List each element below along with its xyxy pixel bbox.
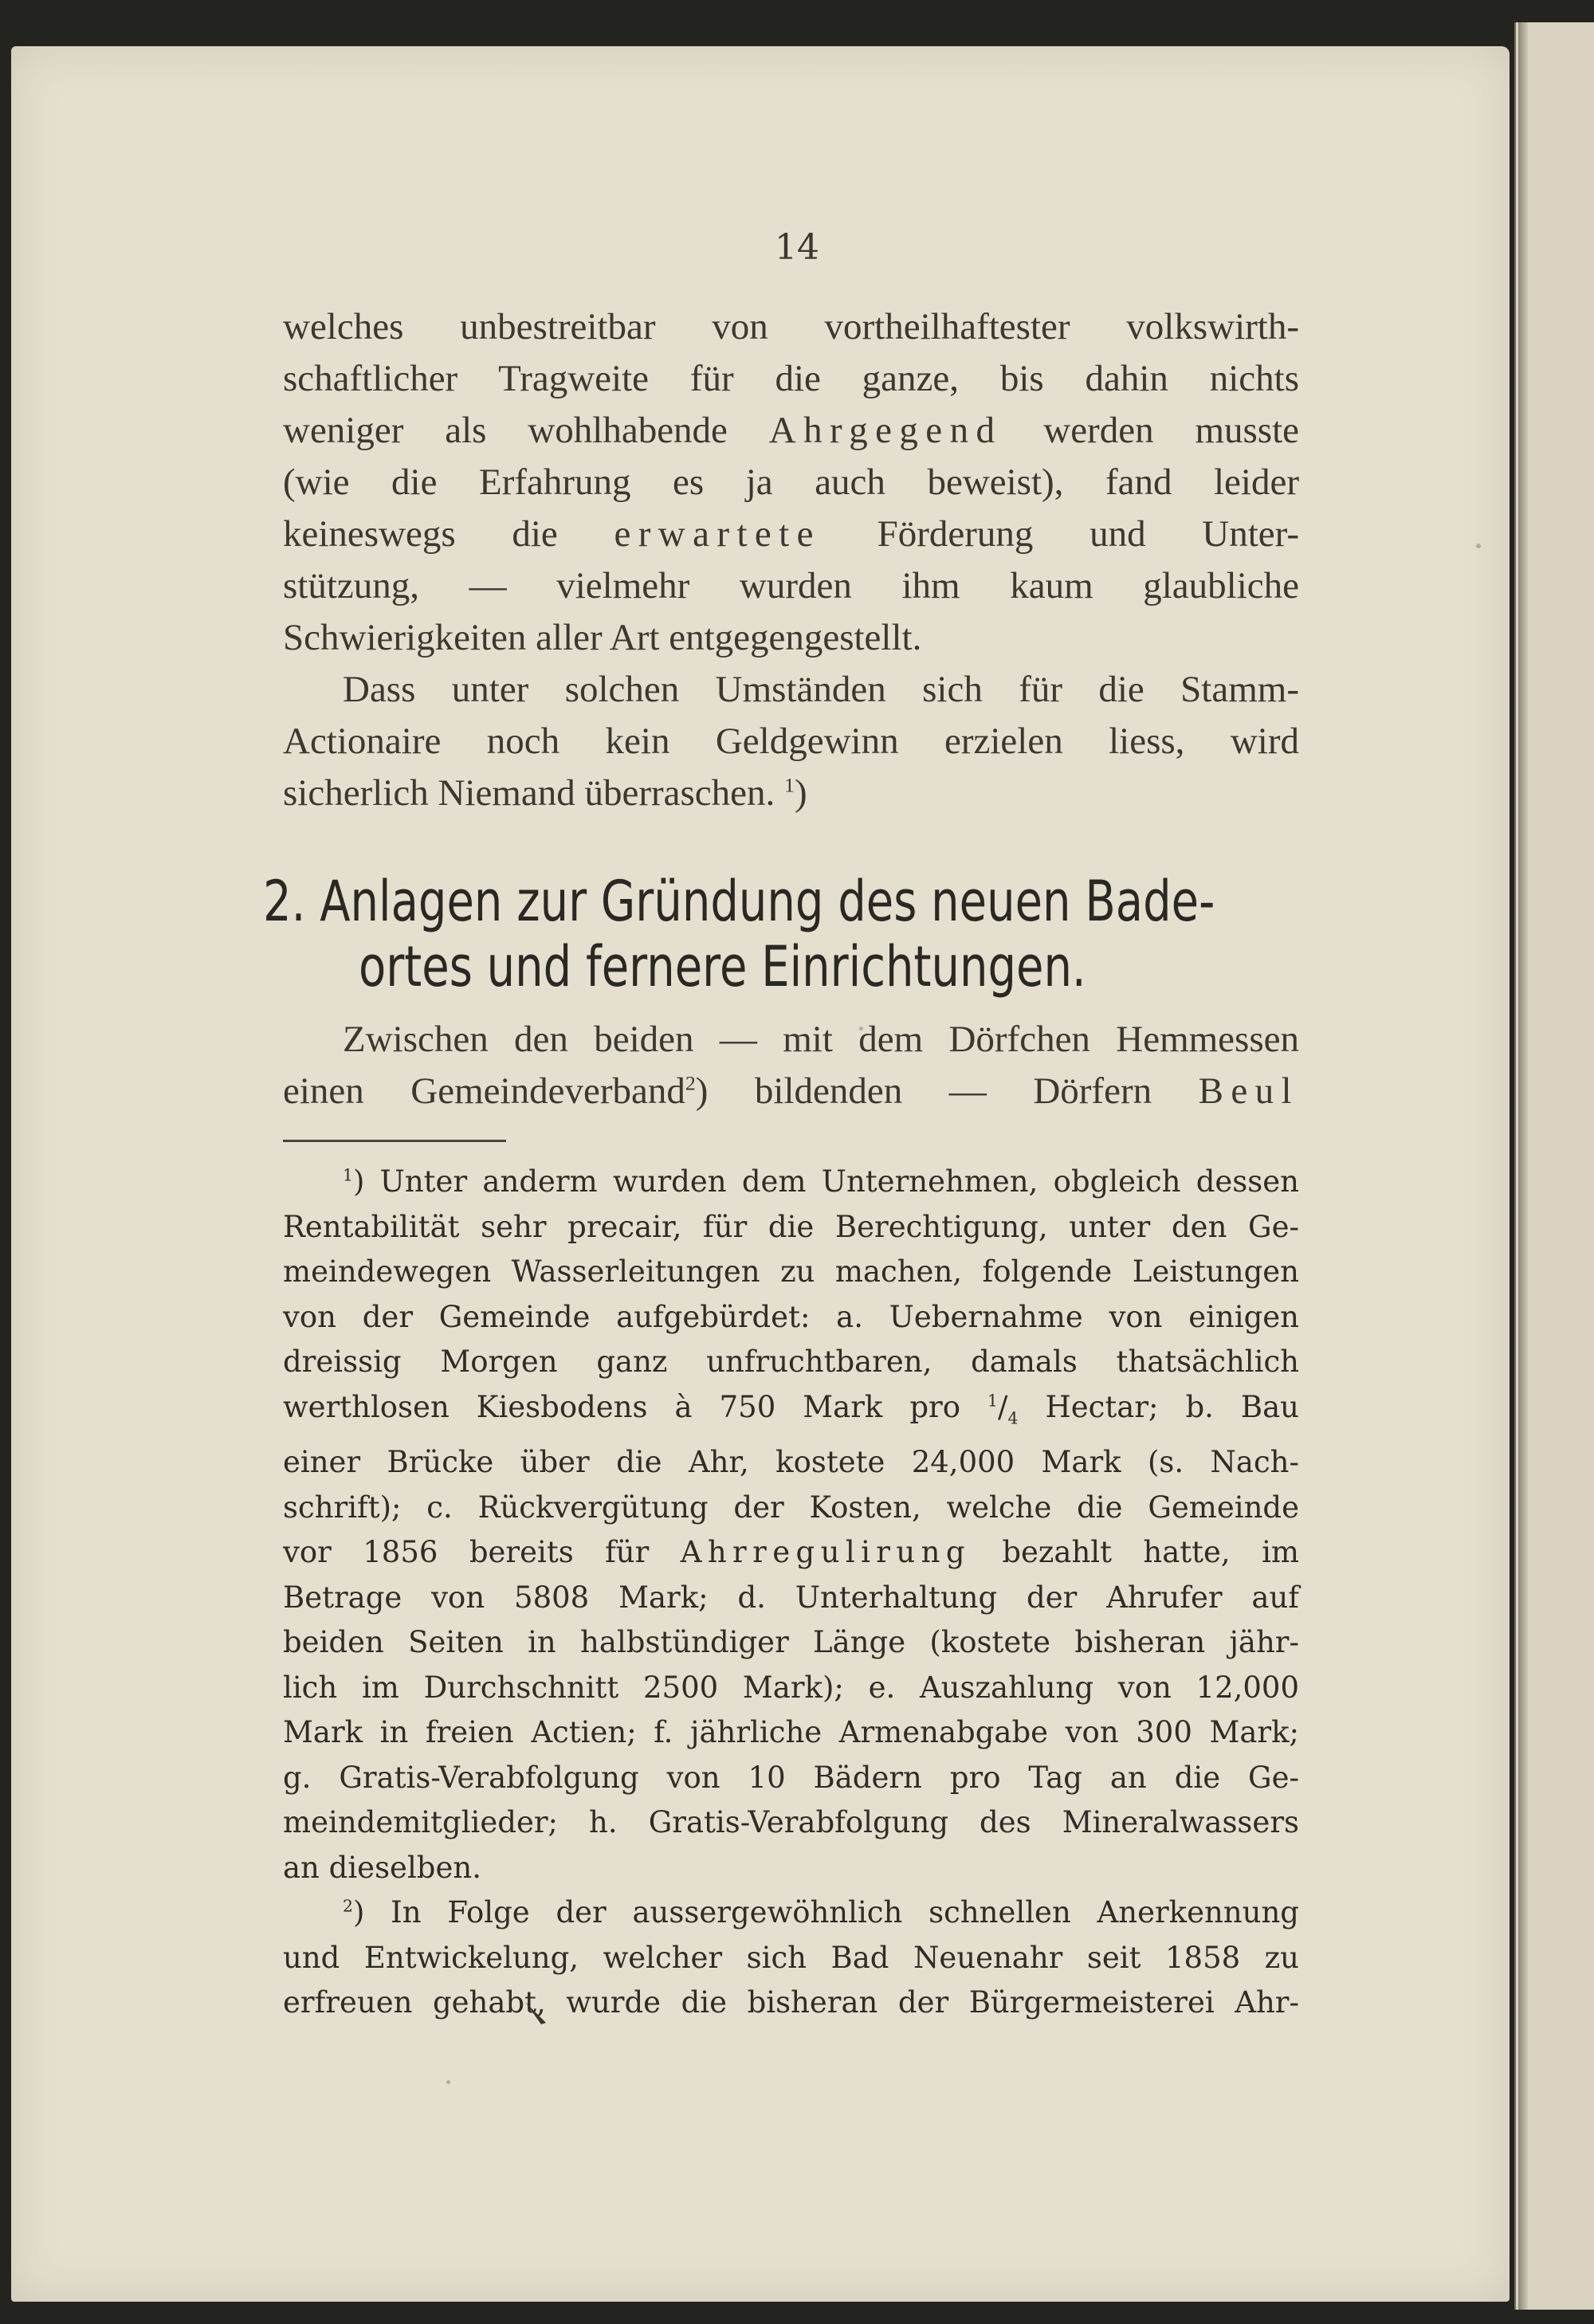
footnote-line: Mark in freien Actien; f. jährliche Armenabgabe von 300 Mark;: [283, 1715, 1299, 1750]
section-text-block: [283, 1014, 1299, 1117]
footnote-line: meindewegen Wasserleitungen zu machen, folgende Leistungen: [283, 1254, 1299, 1289]
paper-speck: [859, 1027, 863, 1030]
text-line: Schwierigkeiten aller Art entgegengestellt.: [283, 617, 922, 658]
text-line: welches unbestreitbar von vortheilhaftester volkswirth-: [283, 306, 1299, 347]
text-line: (wie die Erfahrung es ja auch beweist), fand leider: [283, 461, 1299, 503]
footnote-line: erfreuen gehabt, wurde die bisheran der Bürgermeisterei Ahr-: [283, 1985, 1299, 2020]
footnote-line: Betrage von 5808 Mark; d. Unterhaltung der Ahrufer auf: [283, 1580, 1299, 1615]
footnote-line: werthlosen Kiesbodens à 750 Mark pro $^1/_4$ Hectar; b. Bau: [283, 1389, 1299, 1427]
pencil-mark-icon: [522, 1999, 554, 2031]
footnote-reference: 2: [685, 1071, 696, 1095]
footnote-line: dreissig Morgen ganz unfruchtbaren, damals thatsächlich: [283, 1345, 1299, 1379]
footnote-line: lich im Durchschnitt 2500 Mark); e. Auszahlung von 12,000: [283, 1670, 1299, 1705]
footnote-line: vor 1856 bereits für Ahrregulirung bezahlt hatte, im: [283, 1535, 1300, 1570]
text-line: Zwischen den beiden — mit dem Dörfchen Hemmessen: [343, 1019, 1299, 1060]
footnote-marker: 1: [343, 1165, 353, 1185]
footnote-marker: 2: [343, 1897, 353, 1917]
footnote-line: g. Gratis-Verabfolgung von 10 Bädern pro Tag an die Ge-: [283, 1760, 1299, 1795]
paper-speck: [1476, 544, 1481, 548]
text-line: Actionaire noch kein Geldgewinn erzielen liess, wird: [283, 720, 1299, 762]
footnote-line: einer Brücke über die Ahr, kostete 24,000 Mark (s. Nach-: [283, 1445, 1299, 1480]
text-line: schaftlicher Tragweite für die ganze, bis dahin nichts: [283, 358, 1299, 399]
spaced-word: Ahrregulirung: [680, 1535, 971, 1570]
footnote-separator: [283, 1140, 506, 1142]
main-text-block: [283, 301, 1299, 819]
footnote-reference: 1: [784, 773, 795, 797]
footnote-line: $^2$) In Folge der aussergewöhnlich schnellen Anerkennung: [343, 1895, 1299, 1930]
page-number: 14: [775, 227, 819, 268]
text-line: sicherlich Niemand überraschen. $^1$): [283, 772, 807, 814]
footnote-line: beiden Seiten in halbstündiger Länge (kostete bisheran jähr-: [283, 1625, 1299, 1660]
heading-line: 2. Anlagen zur Gründung des neuen Bade-: [263, 869, 1215, 934]
text-line: weniger als wohlhabende Ahrgegend werden musste: [283, 410, 1299, 451]
footnotes: [283, 1160, 1299, 2026]
footnote-line: und Entwickelung, welcher sich Bad Neuenahr seit 1858 zu: [283, 1940, 1299, 1975]
text-line: stützung, — vielmehr wurden ihm kaum glaubliche: [283, 565, 1299, 607]
text-line: keineswegs die erwartete Förderung und Unter-: [283, 513, 1299, 555]
footnote-line: Rentabilität sehr precair, für die Berechtigung, unter den Ge-: [283, 1209, 1299, 1244]
footnote-line: $^1$) Unter anderm wurden dem Unternehmen, obgleich dessen: [343, 1164, 1299, 1199]
heading-line: ortes und fernere Einrichtungen.: [359, 934, 1086, 999]
footnote-line: von der Gemeinde aufgebürdet: a. Uebernahme von einigen: [283, 1299, 1299, 1334]
spaced-word: Beul: [1198, 1070, 1299, 1112]
section-heading: [263, 869, 1331, 999]
footnote-line: meindemitglieder; h. Gratis-Verabfolgung des Mineralwassers: [283, 1805, 1299, 1840]
text-line: einen Gemeindeverband$^2$) bildenden — Dörfern Beul: [283, 1070, 1299, 1112]
page-gutter-shadow: [1518, 22, 1528, 2310]
text-line: Dass unter solchen Umständen sich für die Stamm-: [343, 669, 1299, 710]
footnote-line: schrift); c. Rückvergütung der Kosten, welche die Gemeinde: [283, 1490, 1299, 1525]
paper-speck: [446, 2080, 450, 2084]
footnote-line: an dieselben.: [283, 1850, 481, 1885]
spaced-word: erwartete: [614, 513, 821, 555]
spaced-word: Ahrgegend: [768, 410, 1003, 451]
